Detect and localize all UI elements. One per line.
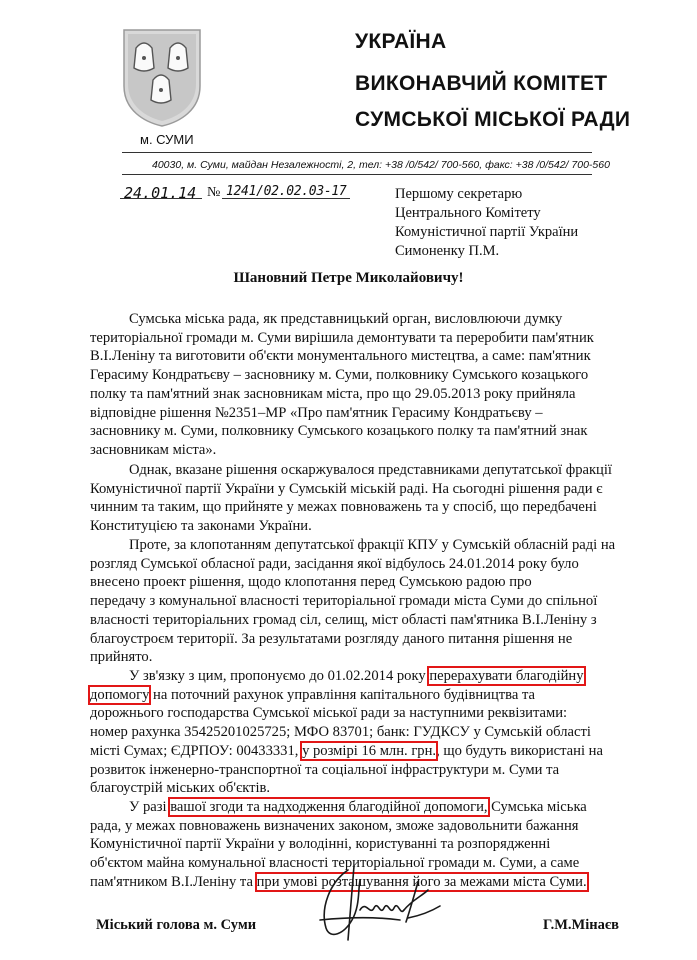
text-line: номер рахунка 35425201025725; МФО 83701; банк: ГУДКСУ у Сумській області	[90, 724, 591, 741]
paragraph-2	[90, 461, 647, 536]
text-line: У разі вашої згоди та надходження благодійної допомоги, Сумська міська	[129, 799, 587, 815]
text-line: розвиток інженерно-транспортної та соціальної інфраструктури м. Суми та	[90, 761, 560, 778]
recipient-line: Першому секретарю	[395, 186, 523, 202]
letterhead-council: СУМСЬКОЇ МІСЬКОЇ РАДИ	[355, 108, 631, 131]
signatory-name: Г.М.Мінаєв	[543, 917, 619, 933]
letterhead-address: 40030, м. Суми, майдан Незалежності, 2, тел: +38 /0/542/ 700-560, факс: +38 /0/542/ 700-560	[152, 159, 610, 171]
highlight-consent: вашої згоди та надходження благодійної допомоги,	[170, 799, 488, 815]
text-line: внесено проект рішення, щодо клопотання перед Сумською радою про	[90, 574, 532, 591]
recipient-line: Центрального Комітету	[395, 205, 541, 221]
letter-date: 24.01.14	[124, 184, 197, 202]
highlight-aid: допомогу	[90, 686, 150, 703]
date-underline	[120, 198, 202, 199]
letterhead-city: м. СУМИ	[140, 132, 194, 147]
text-line: чинним та таким, що прийняте у межах повноважень та у спосіб, що передбачені	[90, 499, 597, 516]
text-line: Герасиму Кондратьєву – засновнику м. Суми, полковнику Сумського козацького	[90, 367, 589, 384]
paragraph-1	[90, 310, 647, 460]
text-line: благоустроєм території. За результатами розгляду даного питання рішення не	[90, 630, 573, 647]
text-line: Сумська міська рада, як представницький орган, висловлюючи думку	[129, 311, 563, 327]
text-line: допомогу на поточний рахунок управління капітального будівництва та	[90, 686, 536, 703]
text-line: власності територіальних громад сіл, селищ, міст області пам'ятника В.І.Леніну з	[90, 611, 597, 628]
text-line: об'єктом майна комунальної власності територіальної громади м. Суми, а саме	[90, 855, 580, 872]
highlight-amount: у розмірі 16 млн. грн.	[302, 742, 437, 759]
recipient-line: Комуністичної партії України	[395, 224, 579, 240]
recipient-line: Симоненку П.М.	[395, 243, 500, 259]
highlight-location-condition: при умові розташування його за межами міста Суми.	[256, 873, 587, 890]
text-line: пам'ятником В.І.Леніну та при умові розташування його за межами міста Суми.	[90, 873, 587, 890]
coat-of-arms-icon	[120, 26, 204, 128]
header-rule-bottom	[122, 174, 592, 175]
text-line: засновникам міста».	[90, 441, 217, 458]
number-sign: №	[207, 185, 221, 200]
text-line: У зв'язку з цим, пропонуємо до 01.02.2014 року перерахувати благодійну	[129, 668, 584, 684]
letterhead-committee: ВИКОНАВЧИЙ КОМІТЕТ	[355, 72, 608, 95]
text-line: прийнято.	[90, 649, 153, 666]
text-line: засновнику м. Суми, полковнику Сумського козацького полку та пам'ятний знак	[90, 423, 588, 440]
handwritten-signature-icon	[300, 860, 450, 948]
text-line: благоустрій міських об'єктів.	[90, 780, 271, 797]
letter-number: 1241/02.02.03-17	[226, 184, 347, 199]
number-underline	[222, 198, 350, 199]
text-line: територіальної громади м. Суми вирішила демонтувати та переробити пам'ятник	[90, 329, 594, 346]
paragraph-3	[90, 536, 647, 667]
letterhead-country: УКРАЇНА	[355, 30, 447, 53]
text-line: дорожнього господарства Сумської міської ради за наступними реквізитами:	[90, 705, 568, 722]
text-line: Проте, за клопотанням депутатської фракції КПУ у Сумській обласній раді на	[129, 537, 616, 553]
text-line: відповідне рішення №2351–МР «Про пам'ятник Герасиму Кондратьєву –	[90, 404, 543, 421]
text-line: Однак, вказане рішення оскаржувалося представниками депутатської фракції	[129, 462, 612, 478]
text-line: Конституцією та законами України.	[90, 518, 312, 535]
text-line: рада, у межах повноважень визначених законом, зможе задовольнити бажання	[90, 817, 579, 834]
text-line: Комуністичної партії України у володінні, користуванні та розпорядженні	[90, 836, 551, 853]
header-rule-top	[122, 152, 592, 153]
highlight-transfer-charity: перерахувати благодійну	[429, 668, 584, 684]
text-line: передачу з комунальної власності територіальної громади міста Суми до спільної	[90, 593, 598, 610]
salutation: Шановний Петре Миколайовичу!	[233, 270, 464, 286]
signatory-title: Міський голова м. Суми	[96, 917, 257, 933]
text-line: розгляд Сумської обласної ради, засідання якої відбулось 24.01.2014 року було	[90, 555, 579, 572]
text-line: місті Сумах; ЄДРПОУ: 00433331, у розмірі 16 млн. грн., що будуть використані на	[90, 742, 603, 759]
text-line: Комуністичної партії України у Сумській міській раді. На сьогодні рішення ради є	[90, 480, 603, 497]
paragraph-4	[90, 667, 647, 798]
text-line: В.І.Леніну та виготовити об'єкти монументального мистецтва, а саме: пам'ятник	[90, 348, 591, 365]
text-line: полку та пам'ятний знак засновникам міста, про що 29.05.2013 року прийняла	[90, 385, 576, 402]
